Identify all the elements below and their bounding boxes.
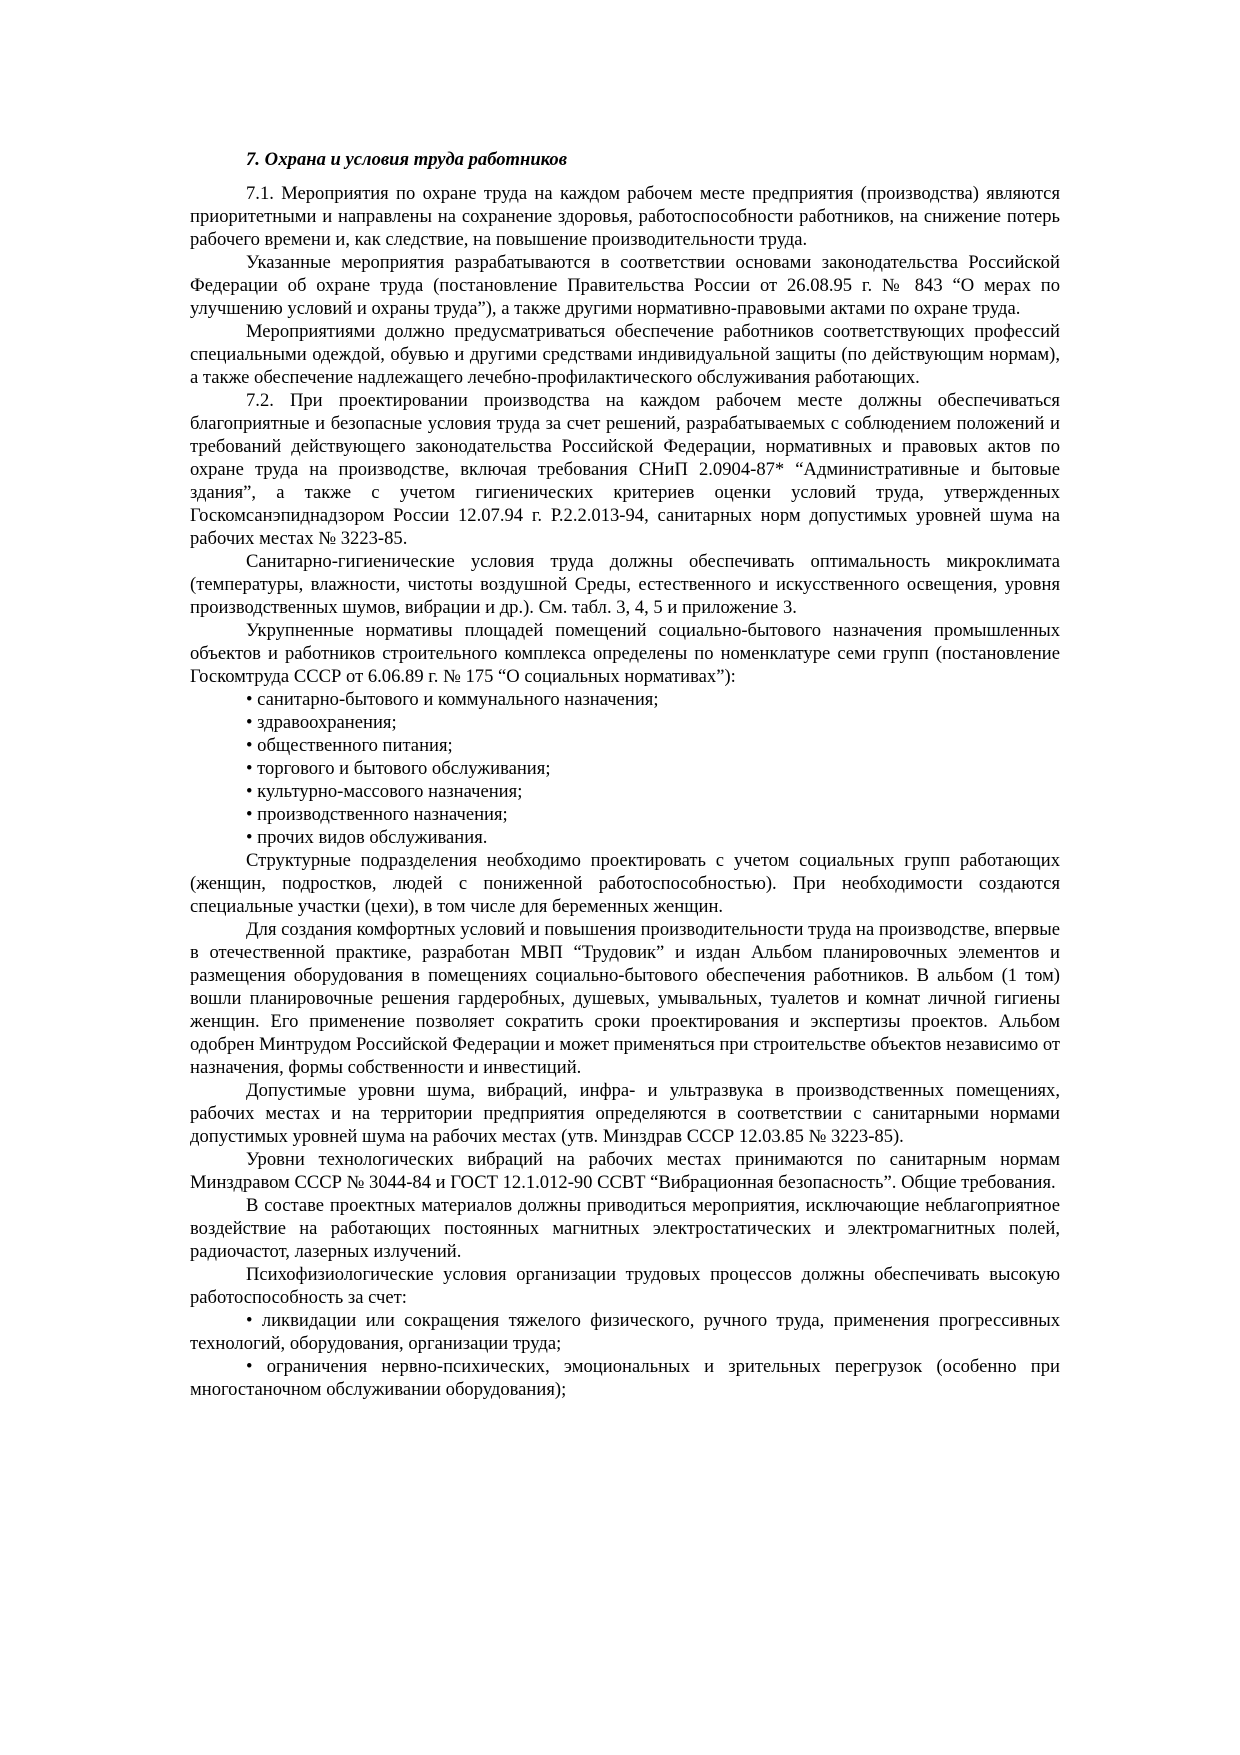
paragraph-protective-equipment: Мероприятиями должно предусматриваться обеспечение работников соответствующих профессий специальными одеждой, обувью и другими средствами индивидуальной защиты (по действующим нормам), а также обеспечение надлежащего лечебно-профилактического обслуживания работающих.	[190, 321, 1060, 388]
paragraph-vibration-levels: Уровни технологических вибраций на рабочих местах принимаются по санитарным нормам Минздравом СССР № 3044-84 и ГОСТ 12.1.012-90 ССВТ “Вибрационная безопасность”. Общие требования.	[190, 1149, 1060, 1193]
paragraph-area-norms: Укрупненные нормативы площадей помещений социально-бытового назначения промышленных объектов и работников строительного комплекса определены по номенклатуре семи групп (постановление Госкомтруда СССР от 6.06.89 г. № 175 “О социальных нормативах”):	[190, 620, 1060, 687]
paragraph-7-2: 7.2. При проектировании производства на каждом рабочем месте должны обеспечиваться благоприятные и безопасные условия труда за счет решений, разрабатываемых с соблюдением положений и требований действующего законодательства Российской Федерации, нормативных и правовых актов по охране труда на производстве, включая требования СНиП 2.0904-87* “Административные и бытовые здания”, а также с учетом гигиенических критериев оценки условий труда, утвержденных Госкомсанэпиднадзором России 12.07.94 г. Р.2.2.013-94, санитарных норм допустимых уровней шума на рабочих местах № 3223-85.	[190, 390, 1060, 549]
paragraph-noise-levels: Допустимые уровни шума, вибраций, инфра- и ультразвука в производственных помещениях, рабочих местах и на территории предприятия определяются в соответствии с санитарными нормами допустимых уровней шума на рабочих местах (утв. Минздрав СССР 12.03.85 № 3223-85).	[190, 1080, 1060, 1147]
paragraph-structural-units: Структурные подразделения необходимо проектировать с учетом социальных групп работающих (женщин, подростков, людей с пониженной работоспособностью). При необходимости создаются специальные участки (цехи), в том числе для беременных женщин.	[190, 850, 1060, 917]
groups-list	[190, 688, 1060, 849]
section-heading: 7. Охрана и условия труда работников	[246, 149, 567, 170]
document-page	[190, 148, 1060, 1401]
paragraph-electromagnetic-fields: В составе проектных материалов должны приводиться мероприятия, исключающие неблагоприятное воздействие на работающих постоянных магнитных электростатических и электромагнитных полей, радиочастот, лазерных излучений.	[190, 1195, 1060, 1262]
paragraph-bullet-heavy-labor: • ликвидации или сокращения тяжелого физического, ручного труда, применения прогрессивных технологий, оборудования, организации труда;	[190, 1310, 1060, 1354]
list-item: • торгового и бытового обслуживания;	[246, 758, 551, 779]
paragraph-sanitary-conditions: Санитарно-гигиенические условия труда должны обеспечивать оптимальность микроклимата (температуры, влажности, чистоты воздушной Среды, естественного и искусственного освещения, уровня производственных шумов, вибрации и др.). См. табл. 3, 4, 5 и приложение 3.	[190, 551, 1060, 618]
list-item: • прочих видов обслуживания.	[246, 827, 488, 848]
list-item: • культурно-массового назначения;	[246, 781, 523, 802]
list-item: • здравоохранения;	[246, 712, 397, 733]
paragraph-7-1: 7.1. Мероприятия по охране труда на каждом рабочем месте предприятия (производства) являются приоритетными и направлены на сохранение здоровья, работоспособности работников, на снижение потерь рабочего времени и, как следствие, на повышение производительности труда.	[190, 183, 1060, 250]
list-item: • общественного питания;	[246, 735, 453, 756]
list-item: • производственного назначения;	[246, 804, 508, 825]
paragraph-psychophysiological: Психофизиологические условия организации трудовых процессов должны обеспечивать высокую работоспособность за счет:	[190, 1264, 1060, 1308]
paragraph-bullet-overload: • ограничения нервно-психических, эмоциональных и зрительных перегрузок (особенно при многостаночном обслуживании оборудования);	[190, 1356, 1060, 1400]
list-item: • санитарно-бытового и коммунального назначения;	[246, 689, 659, 710]
paragraph-trudovik-album: Для создания комфортных условий и повышения производительности труда на производстве, впервые в отечественной практике, разработан МВП “Трудовик” и издан Альбом планировочных элементов и размещения оборудования в помещениях социально-бытового обеспечения работников. В альбом (1 том) вошли планировочные решения гардеробных, душевых, умывальных, туалетов и комнат личной гигиены женщин. Его применение позволяет сократить сроки проектирования и экспертизы проектов. Альбом одобрен Минтрудом Российской Федерации и может применяться при строительстве объектов независимо от назначения, формы собственности и инвестиций.	[190, 919, 1060, 1078]
paragraph-measures-development: Указанные мероприятия разрабатываются в соответствии основами законодательства Российской Федерации об охране труда (постановление Правительства России от 26.08.95 г. № 843 “О мерах по улучшению условий и охраны труда”), а также другими нормативно-правовыми актами по охране труда.	[190, 252, 1060, 319]
